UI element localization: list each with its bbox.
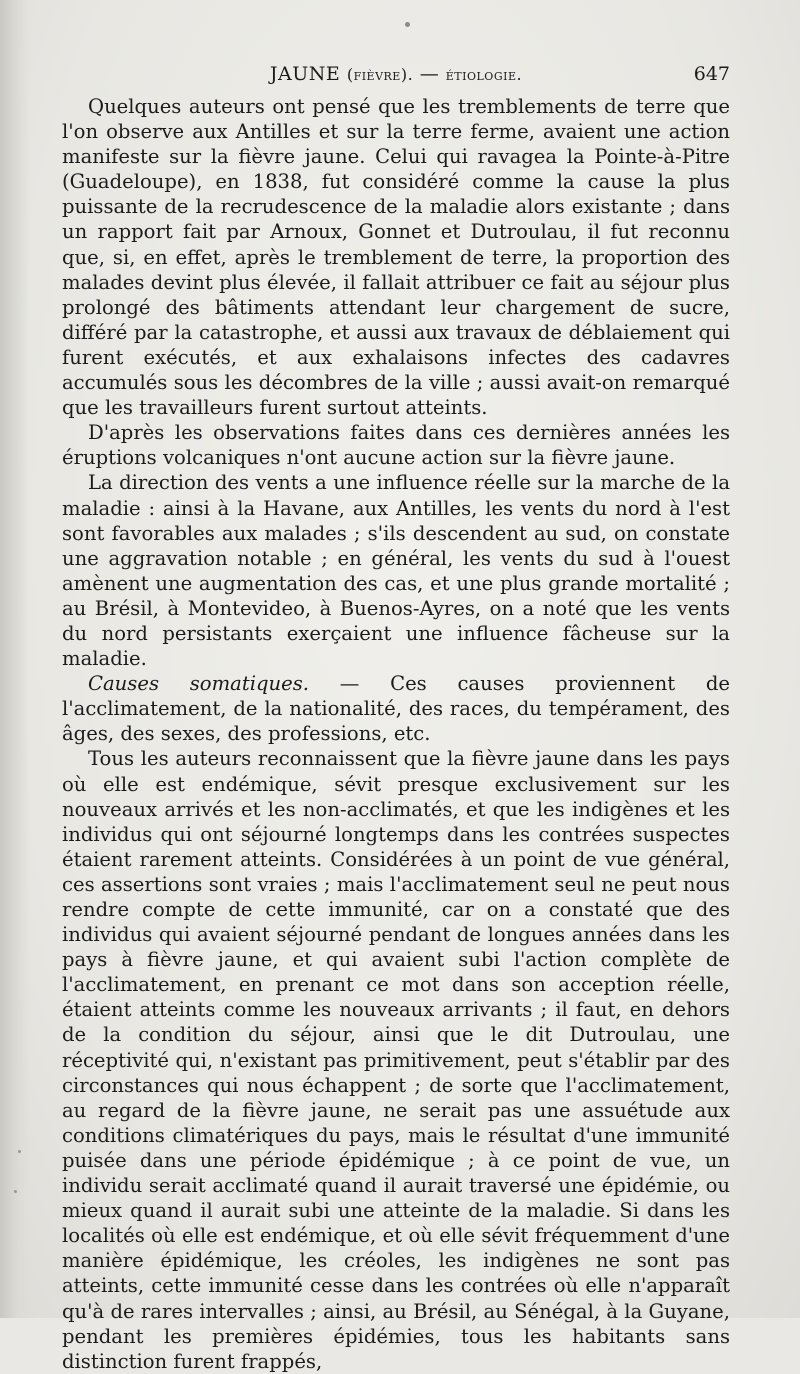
page-spine-shadow	[0, 0, 30, 1318]
running-title	[62, 63, 730, 85]
page-number: 647	[693, 63, 730, 85]
paragraph-text: La direction des vents a une influence réelle sur la marche de la maladie : ainsi à la Havane, aux Antilles, les vents du nord à l'est sont favorables aux malades ; s'ils descendent au sud, on constate une aggravation notable ; en général, les vents du sud à l'ouest amènent une augmentation des cas, et une plus grande mortalité ; au Brésil, à Montevideo, à Buenos-Ayres, on a noté que les vents du nord persistants exerçaient une influence fâcheuse sur la maladie.	[62, 471, 730, 671]
margin-speck	[14, 1190, 17, 1193]
paragraph	[62, 671, 730, 746]
running-header	[62, 63, 730, 87]
section-heading-italic: Causes somatiques.	[88, 672, 310, 696]
ink-dot	[405, 22, 410, 27]
paragraph-text: Quelques auteurs ont pensé que les tremblements de terre que l'on observe aux Antilles et sur la terre ferme, avaient une action manifeste sur la fièvre jaune. Celui qui ravagea la Pointe-à-Pitre (Guadeloupe), en 1838, fut considéré comme la cause la plus puissante de la recrudescence de la maladie alors existante ; dans un rapport fait par Arnoux, Gonnet et Dutroulau, il fut reconnu que, si, en effet, après le tremblement de terre, la proportion des malades devint plus élevée, il fallait attribuer ce fait au séjour plus prolongé des bâtiments attendant leur chargement de sucre, différé par la catastrophe, et aussi aux travaux de déblaiement qui furent exécutés, et aux exhalaisons infectes des cadavres accumulés sous les décombres de la ville ; aussi avait-on remarqué que les travailleurs furent surtout atteints.	[62, 95, 730, 420]
paragraph	[62, 420, 730, 470]
running-title-section: étiologie.	[445, 65, 523, 84]
paragraph	[62, 94, 730, 420]
paragraph-text: — Ces causes proviennent de l'acclimatement, de la nationalité, des races, du tempérament, des âges, des sexes, des professions, etc.	[62, 672, 730, 746]
paragraph-text: Tous les auteurs reconnaissent que la fièvre jaune dans les pays où elle est endémique, sévit presque exclusivement sur les nouveaux arrivés et les non-acclimatés, et que les indigènes et les individus qui ont séjourné longtemps dans les contrées suspectes étaient rarement atteints. Considérées à un point de vue général, ces assertions sont vraies ; mais l'acclimatement seul ne peut nous rendre compte de cette immunité, car on a constaté que des individus qui avaient séjourné pendant de longues années dans les pays à fièvre jaune, et qui avaient subi l'action complète de l'acclimatement, en prenant ce mot dans son acception réelle, étaient atteints comme les nouveaux arrivants ; il faut, en dehors de la condition du séjour, ainsi que le dit Dutroulau, une réceptivité qui, n'existant pas primitivement, peut s'établir par des circonstances qui nous échappent ; de sorte que l'acclimatement, au regard de la fièvre jaune, ne serait pas une assuétude aux conditions climatériques du pays, mais le résultat d'une immunité puisée dans une période épidémique ; à ce point de vue, un individu serait acclimaté quand il aurait traversé une épidémie, ou mieux quand il aurait subi une atteinte de la maladie. Si dans les localités où elle est endémique, et où elle sévit fréquemment d'une manière épidémique, les créoles, les indigènes ne sont pas atteints, cette immunité cesse dans les contrées où elle n'apparaît qu'à de rares intervalles ; ainsi, au Brésil, au Sénégal, à la Guyane, pendant les premières épidémies, tous les habitants sans distinction furent frappés,	[62, 747, 730, 1373]
running-title-paren: (fièvre).	[346, 65, 414, 84]
paragraph	[62, 470, 730, 671]
paragraph-text: D'après les observations faites dans ces dernières années les éruptions volcaniques n'ont aucune action sur la fièvre jaune.	[62, 421, 730, 470]
running-title-dash: —	[419, 63, 440, 85]
margin-speck	[18, 1150, 21, 1153]
body-text	[62, 94, 730, 1374]
running-title-main: JAUNE	[269, 63, 341, 85]
paragraph	[62, 746, 730, 1373]
